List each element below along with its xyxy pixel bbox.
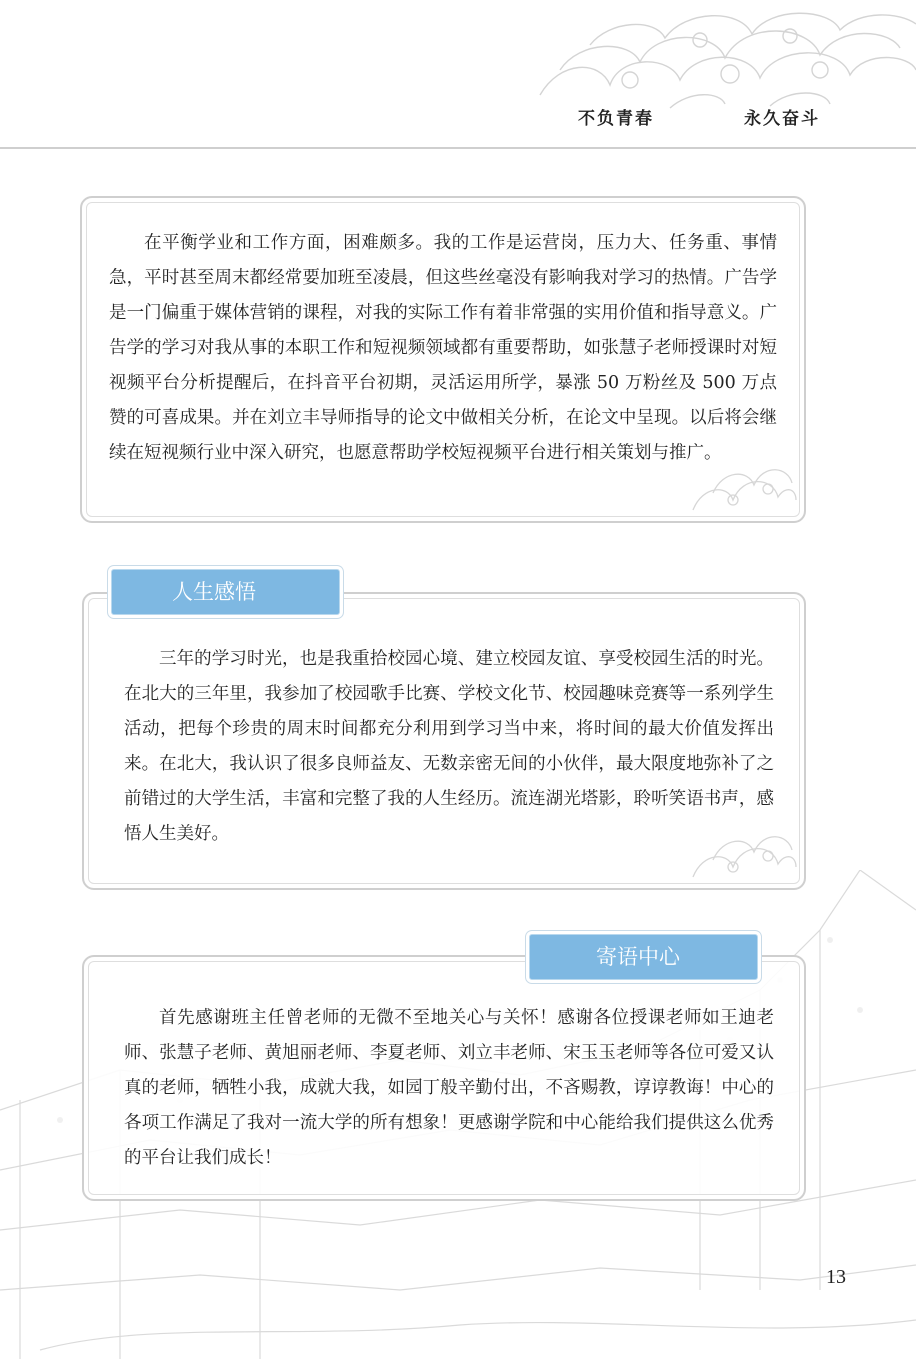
intro-text-card xyxy=(80,196,806,523)
life-insight-card xyxy=(82,592,806,890)
life-insight-paragraph: 三年的学习时光，也是我重拾校园心境、建立校园友谊、享受校园生活的时光。在北大的三年里，我参加了校园歌手比赛、学校文化节、校园趣味竞赛等一系列学生活动，把每个珍贵的周末时间都充分利用到学习当中来，将时间的最大价值发挥出来。在北大，我认识了很多良师益友、无数亲密无间的小伙伴，最大限度地弥补了之前错过的大学生活，丰富和完整了我的人生经历。流连湖光塔影，聆听笑语书声，感悟人生美好。 xyxy=(124,649,774,844)
header-slogan-right: 永久奋斗 xyxy=(744,109,820,129)
message-paragraph: 首先感谢班主任曾老师的无微不至地关心与关怀！感谢各位授课老师如王迪老师、张慧子老师、黄旭丽老师、李夏老师、刘立丰老师、宋玉玉老师等各位可爱又认真的老师，牺牲小我，成就大我，如园丁般辛勤付出，不吝赐教，谆谆教诲！中心的各项工作满足了我对一流大学的所有想象！更感谢学院和中心能给我们提供这么优秀的平台让我们成长！ xyxy=(124,1008,774,1168)
cloud-pattern-top-icon xyxy=(520,0,916,110)
intro-paragraph: 在平衡学业和工作方面，困难颇多。我的工作是运营岗，压力大、任务重、事情急，平时甚至周末都经常要加班至凌晨，但这些丝毫没有影响我对学习的热情。广告学是一门偏重于媒体营销的课程，对我的实际工作有着非常强的实用价值和指导意义。广告学的学习对我从事的本职工作和短视频领域都有重要帮助，如张慧子老师授课时对短视频平台分析提醒后，在抖音平台初期，灵活运用所学，暴涨 50 万粉丝及 500 万点赞的可喜成果。并在刘立丰导师指导的论文中做相关分析，在论文中呈现。以后将会继续在短视频行业中深入研究，也愿意帮助学校短视频平台进行相关策划与推广。 xyxy=(109,233,777,463)
header-slogan-left: 不负青春 xyxy=(578,109,654,129)
section-tab-life-insight: 人生感悟 xyxy=(111,569,340,615)
message-card xyxy=(82,955,806,1201)
section-tab-message: 寄语中心 xyxy=(529,934,758,980)
cloud-corner-icon xyxy=(688,822,798,882)
page-number: 13 xyxy=(826,1266,846,1288)
cloud-corner-icon xyxy=(688,455,798,515)
header-divider xyxy=(0,147,916,149)
